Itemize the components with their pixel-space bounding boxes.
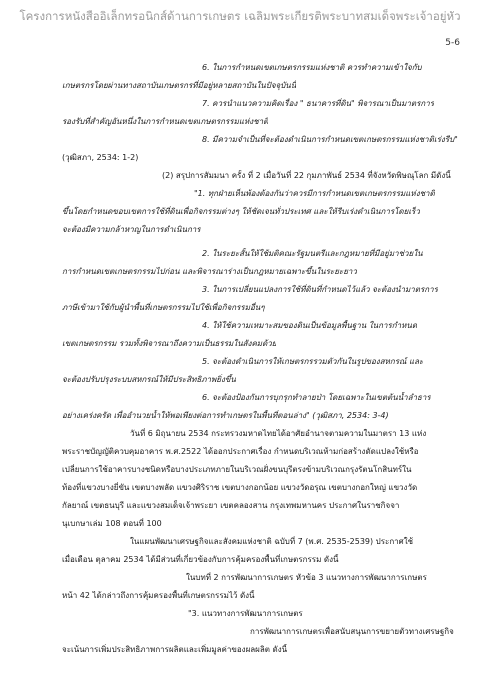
text-line: รองรับที่สำคัญอันหนึ่งในการกำหนดเขตเกษตรกรรมแห่งชาติ	[62, 117, 269, 126]
text-line: นุเบกษาเล่ม 108 ตอนที่ 100	[62, 519, 162, 528]
text-line: วันที่ 6 มิถุนายน 2534 กระทรวงมหาดไทยได้อาศัยอำนาจตามความในมาตรา 13 แห่ง	[130, 429, 427, 438]
text-line: 4. ให้ใช้ความเหมาะสมของดินเป็นข้อมูลพื้นฐาน ในการกำหนด	[202, 321, 418, 330]
text-line: เขตเกษตรกรรม รวมทั้งพิจารณาถึงความเป็นธรรมในสังคมด้วย	[62, 339, 277, 348]
page-header: โครงการหนังสืออิเล็กทรอนิกส์ด้านการเกษตร เฉลิมพระเกียรติพระบาทสมเด็จพระเจ้าอยู่หัว	[19, 9, 461, 23]
text-line: 8. มีความจำเป็นที่จะต้องดำเนินการกำหนดเขตเกษตรกรรมแห่งชาติเร่งรีบ"	[202, 135, 458, 144]
text-line: เปลี่ยนการใช้อาคารบางชนิดหรือบางประเภทภายในบริเวณฝั่งขนบุรีตรงข้ามบริเวณกรุงรัตนโกสินทร์ใน	[62, 465, 412, 474]
text-line: 2. ในระยะสั้นให้ใช้มติคณะรัฐมนตรีและกฎหมายที่มีอยู่มาช่วยใน	[202, 249, 423, 258]
text-line: จะเน้นการเพิ่มประสิทธิภาพการผลิตและเพิ่มมูลค่าของผลผลิต ดังนี้	[62, 645, 288, 654]
text-line: ท้องที่แขวงบางยี่ขัน เขตบางพลัด แขวงศิริราช เขตบางกอกน้อย แขวงวัดอรุณ เขตบางกอกใหญ่ แขวงวัด	[62, 483, 418, 492]
text-line: เกษตรกรโดยผ่านทางสถาบันเกษตรกรที่มีอยู่หลายสถาบันในปัจจุบันนี้	[62, 81, 297, 90]
text-line: ในบทที่ 2 การพัฒนาการเกษตร หัวข้อ 3 แนวทางการพัฒนาการเกษตร	[186, 573, 427, 582]
text-line: (วุฒิสภา, 2534: 1-2)	[62, 153, 139, 162]
text-line: 5. จะต้องดำเนินการให้เกษตรกรรวมตัวกันในรูปของสหกรณ์ และ	[202, 357, 424, 366]
text-line: อย่างเคร่งครัด เพื่ออำนวยน้ำให้พอเพียงต่อการทำเกษตรในพื้นที่ตอนล่าง" (วุฒิสภา, 2534: 3-4)	[62, 411, 389, 420]
text-line: 3. ในการเปลี่ยนแปลงการใช้ที่ดินที่กำหนดไว้แล้ว จะต้องนำมาตรการ	[202, 285, 438, 294]
text-line: "1. ทุกฝ่ายเห็นพ้องต้องกันว่าควรมีการกำหนดเขตเกษตรกรรมแห่งชาติ	[194, 189, 435, 198]
text-line: กัลยาณ์ เขตธนบุรี และแขวงสมเด็จเจ้าพระยา เขตคลองสาน กรุงเทพมหานคร ประกาศในราชกิจจา	[62, 501, 400, 510]
text-line: ขึ้นโดยกำหนดขอบเขตการใช้ที่ดินเพื่อกิจกรรมต่างๆ ให้ชัดเจนทั่วประเทศ และให้รีบเร่งดำเนินการโดยเร็ว	[62, 207, 420, 216]
text-line: 7. ควรนำแนวความคิดเรื่อง " ธนาคารที่ดิน" พิจารณาเป็นมาตรการ	[202, 99, 435, 108]
text-line: การกำหนดเขตเกษตรกรรมไปก่อน และพิจารณาร่างเป็นกฎหมายเฉพาะขึ้นในระยะยาว	[62, 267, 357, 276]
text-line: พระราชบัญญัติควบคุมอาคาร พ.ศ.2522 ได้ออกประกาศเรื่อง กำหนดบริเวณห้ามก่อสร้างดัดแปลงใช้หรือ	[62, 447, 419, 456]
text-line: ในแผนพัฒนาเศรษฐกิจและสังคมแห่งชาติ ฉบับที่ 7 (พ.ศ. 2535-2539) ประกาศใช้	[130, 537, 414, 546]
text-line: 6. ในการกำหนดเขตเกษตรกรรมแห่งชาติ ควรทำความเข้าใจกับ	[202, 63, 422, 72]
text-line: จะต้องมีความกล้าหาญในการดำเนินการ	[62, 225, 201, 234]
text-line: (2) สรุปการสัมมนา ครั้ง ที่ 2 เมื่อวันที่ 22 กุมภาพันธ์ 2534 ที่จังหวัดพิษณุโลก มีดังนี้	[162, 171, 451, 180]
text-line: 6. จะต้องป้องกันการบุกรุกทำลายป่า โดยเฉพาะในเขตต้นน้ำลำธาร	[202, 393, 431, 402]
page-number: 5-6	[445, 38, 460, 48]
text-line: "3. แนวทางการพัฒนาการเกษตร	[188, 609, 303, 618]
text-line: การพัฒนาการเกษตรเพื่อสนับสนุนการขยายตัวทางเศรษฐกิจ	[250, 627, 454, 636]
text-line: ภาษีเข้ามาใช้กับผู้นำพื้นที่เกษตรกรรมไปใช้เพื่อกิจกรรมอื่นๆ	[62, 303, 265, 312]
text-line: เมื่อเดือน ตุลาคม 2534 ได้มีส่วนที่เกี่ยวข้องกับการคุ้มครองพื้นที่เกษตรกรรม ดังนี้	[62, 555, 339, 564]
text-line: จะต้องปรับปรุงระบบสหกรณ์ให้มีประสิทธิภาพยิ่งขึ้น	[62, 375, 236, 384]
text-line: หน้า 42 ได้กล่าวถึงการคุ้มครองพื้นที่เกษตรกรรมไว้ ดังนี้	[62, 591, 255, 600]
